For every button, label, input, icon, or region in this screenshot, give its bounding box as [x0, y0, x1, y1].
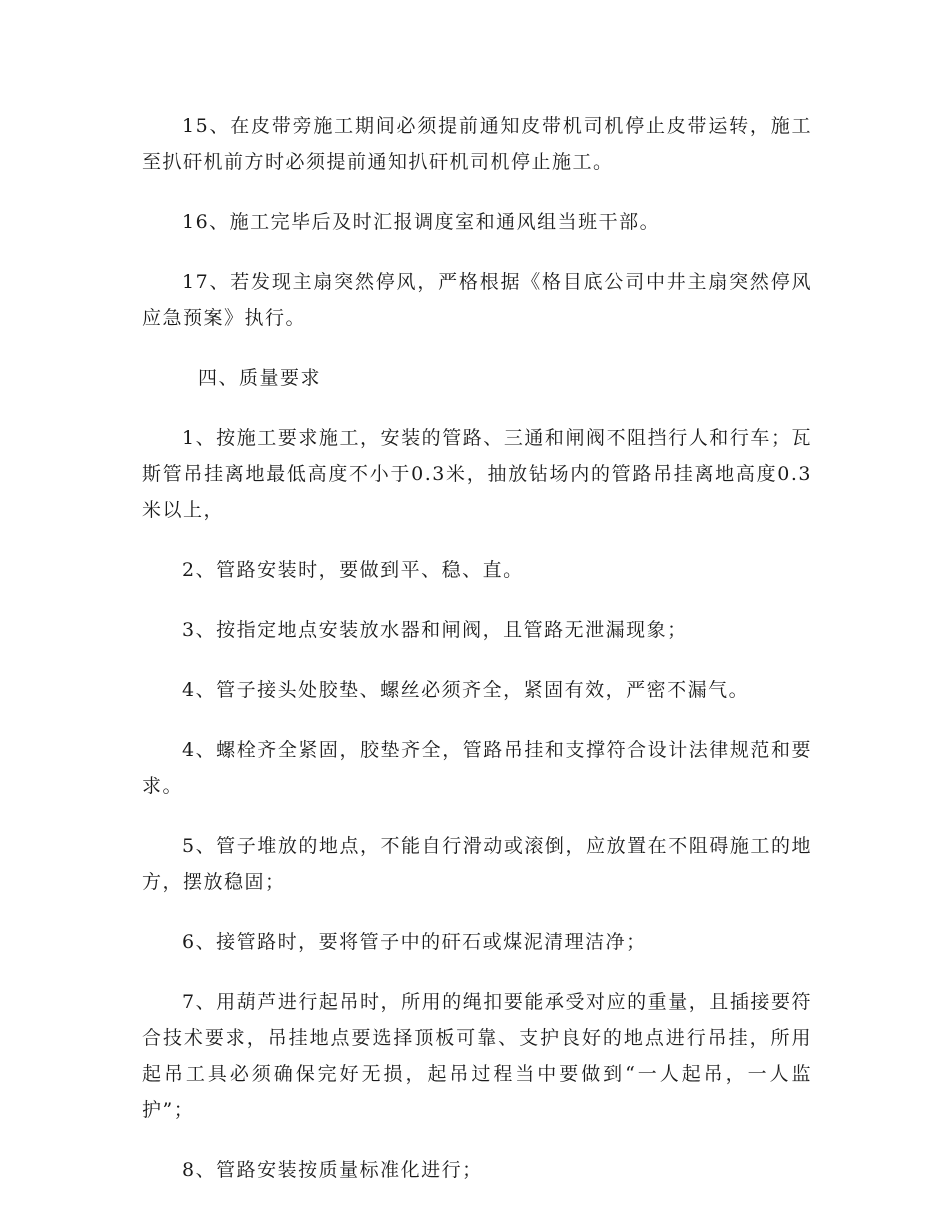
quality-item-1: 1、按施工要求施工，安装的管路、三通和闸阀不阻挡行人和行车；瓦斯管吊挂离地最低高度不小于0.3米，抽放钻场内的管路吊挂离地高度0.3米以上， — [142, 427, 812, 521]
paragraph-15: 15、在皮带旁施工期间必须提前通知皮带机司机停止皮带运转，施工至扒矸机前方时必须提前通知扒矸机司机停止施工。 — [142, 115, 812, 173]
quality-item-4a: 4、管子接头处胶垫、螺丝必须齐全，紧固有效，严密不漏气。 — [182, 679, 750, 701]
quality-item-5: 5、管子堆放的地点，不能自行滑动或滚倒，应放置在不阻碍施工的地方，摆放稳固； — [142, 835, 812, 893]
quality-item-3: 3、按指定地点安装放水器和闸阀，且管路无泄漏现象； — [182, 619, 688, 641]
quality-item-4b: 4、螺栓齐全紧固，胶垫齐全，管路吊挂和支撑符合设计法律规范和要求。 — [142, 739, 812, 797]
document-body — [142, 108, 812, 1212]
paragraph-17: 17、若发现主扇突然停风，严格根据《格目底公司中井主扇突然停风应急预案》执行。 — [142, 271, 812, 329]
quality-item-8: 8、管路安装按质量标准化进行； — [182, 1159, 483, 1181]
quality-item-7: 7、用葫芦进行起吊时，所用的绳扣要能承受对应的重量，且插接要符合技术要求，吊挂地点要选择顶板可靠、支护良好的地点进行吊挂，所用起吊工具必须确保完好无损，起吊过程当中要做到“一人起吊，一人监护”； — [142, 991, 812, 1121]
quality-item-2: 2、管路安装时，要做到平、稳、直。 — [182, 559, 524, 581]
quality-item-6: 6、接管路时，要将管子中的矸石或煤泥清理洁净； — [182, 931, 647, 953]
paragraph-16: 16、施工完毕后及时汇报调度室和通风组当班干部。 — [182, 211, 661, 233]
section-heading-quality: 四、质量要求 — [198, 367, 322, 389]
